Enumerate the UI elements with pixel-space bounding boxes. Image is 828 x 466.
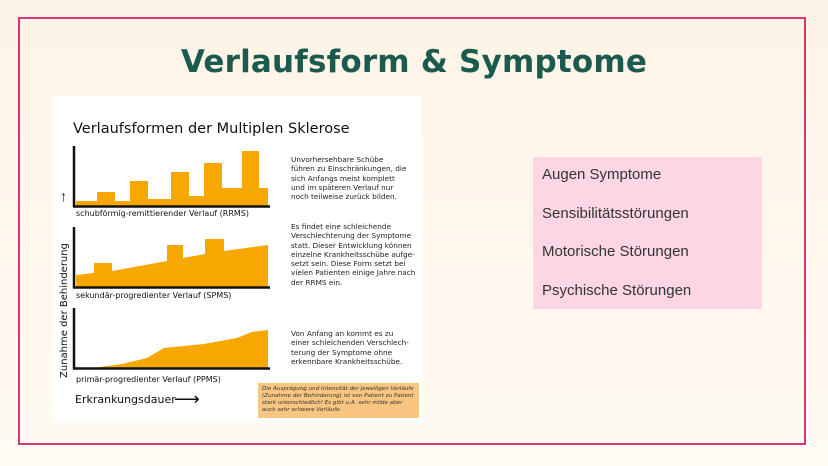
rrms-area (76, 151, 268, 206)
y-axis-arrow-icon: ↑ (60, 188, 67, 204)
ppms-area (92, 330, 268, 368)
ppms-caption: primär-progredienter Verlauf (PPMS) (76, 375, 221, 384)
symptom-item-psychic: Psychische Störungen (542, 282, 692, 299)
x-axis-arrow-icon: ⟶ (174, 389, 200, 409)
symptom-item-sensory: Sensibilitätsstörungen (542, 205, 689, 222)
figure-title: Verlaufsformen der Multiplen Sklerose (73, 121, 350, 137)
spms-area (76, 239, 268, 287)
slide-title: Verlaufsform & Symptome (180, 44, 648, 80)
rrms-description: Unvorhersehbare Schübe führen zu Einschränkungen, die sich Anfangs meist komplett und im späteren Verlauf nur noch teilweise zurück bilden. (291, 155, 407, 202)
ppms-description: Von Anfang an kommt es zu einer schleichenden Verschlech- terung der Symptome ohne erkennbare Krankheitsschübe. (291, 329, 409, 366)
y-axis-label: Zunahme der Behinderung (59, 243, 70, 378)
spms-description: Es findet eine schleichende Verschlechterung der Symptome statt. Dieser Entwicklung können einzelne Krankheitsschübe aufge- setzt sein. Diese Form setzt bei vielen Patienten einige Jahre nach der RRMS ein. (291, 222, 416, 287)
spms-caption: sekundär-progredienter Verlauf (SPMS) (76, 291, 232, 300)
rrms-caption: schubförmig-remittierender Verlauf (RRMS) (76, 209, 249, 218)
symptom-item-motor: Motorische Störungen (542, 243, 689, 260)
spms-chart (72, 227, 272, 289)
x-axis-label: Erkrankungsdauer (75, 393, 176, 406)
rrms-chart (72, 146, 272, 208)
variability-note: Die Ausprägung und Intensität der jeweiligen Verläufe (Zunahme der Behinderung) ist von Patient zu Patient stark unterschiedlich! Es gibt u.A. sehr milde aber auch sehr schwere Verläufe. (258, 383, 419, 418)
symptom-item-eyes: Augen Symptome (542, 166, 662, 183)
ppms-chart (72, 308, 272, 370)
